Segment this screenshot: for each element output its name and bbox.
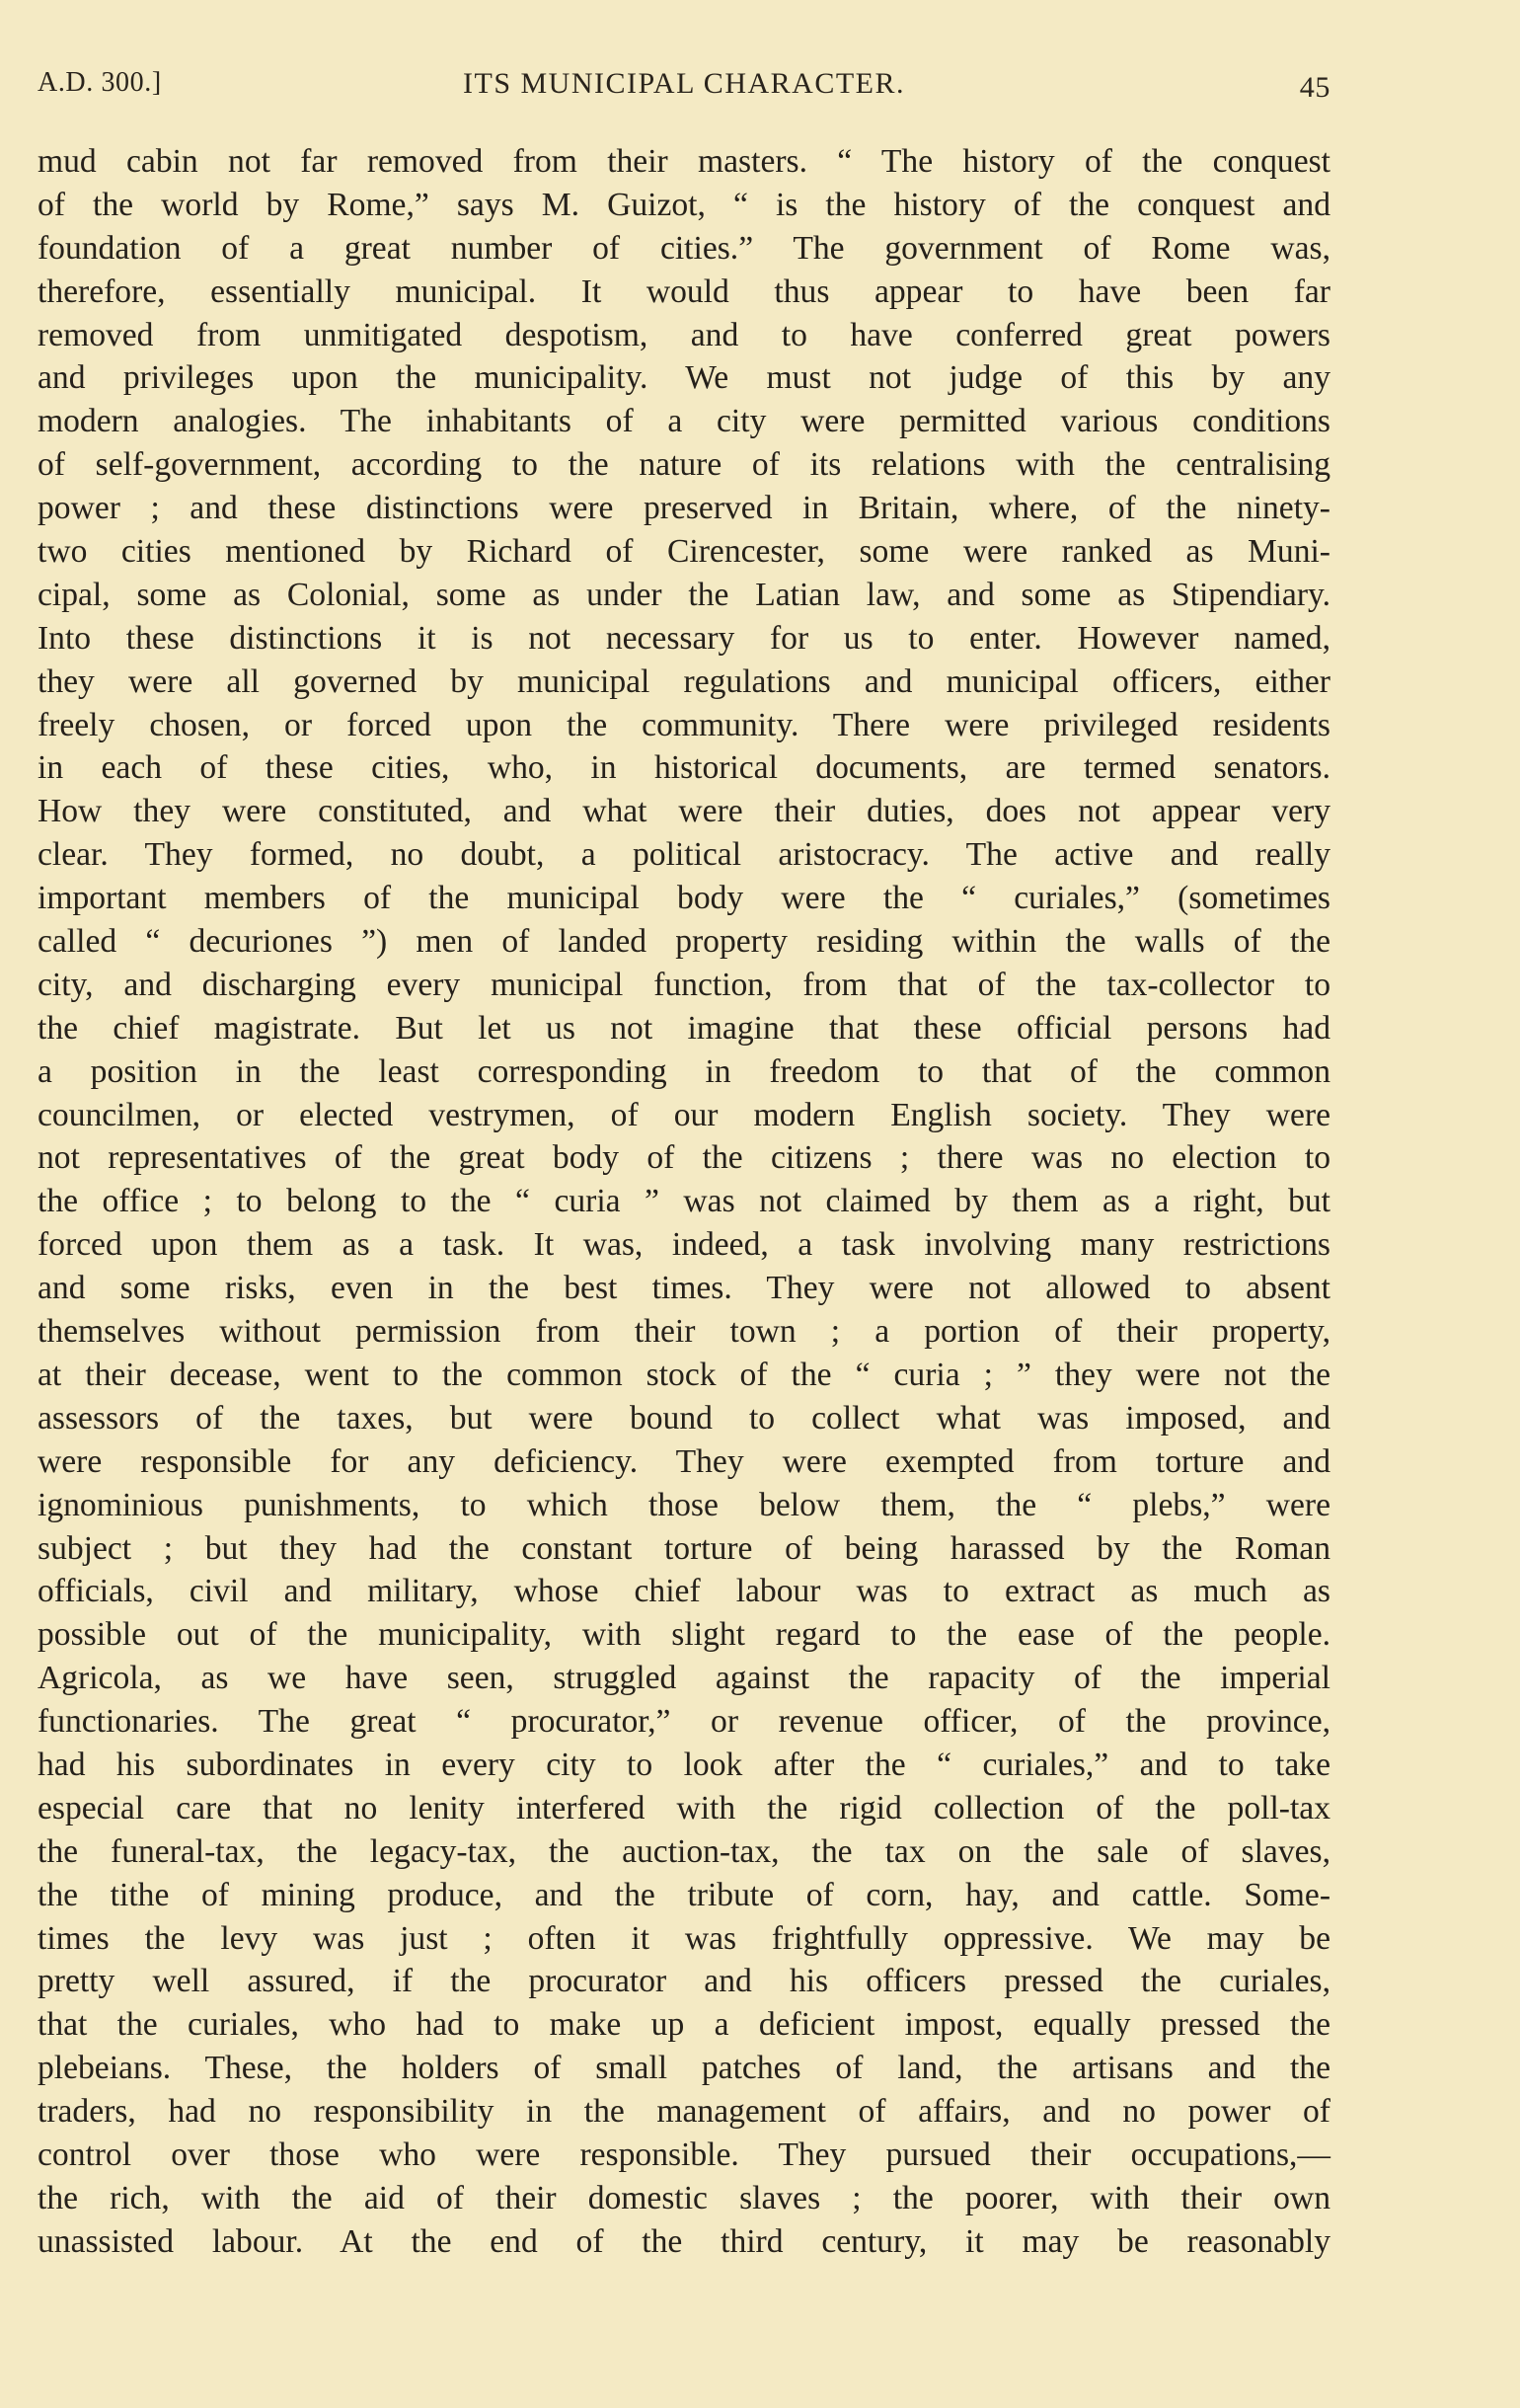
text-line: called “ decuriones ”) men of landed property residing within the walls of the [38, 923, 1330, 961]
text-line: unassisted labour. At the end of the third century, it may be reasonably [38, 2222, 1330, 2260]
text-line: of the world by Rome,” says M. Guizot, “ is the history of the conquest and [38, 186, 1330, 223]
text-line: subject ; but they had the constant torture of being harassed by the Roman [38, 1529, 1330, 1567]
text-line: possible out of the municipality, with slight regard to the ease of the people. [38, 1616, 1330, 1654]
text-line: Into these distinctions it is not necessary for us to enter. However named, [38, 619, 1330, 657]
text-line: city, and discharging every municipal function, from that of the tax-collector to [38, 966, 1330, 1003]
text-line: times the levy was just ; often it was frightfully oppressive. We may be [38, 1919, 1330, 1957]
page-number: 45 [1299, 71, 1330, 104]
header-title: ITS MUNICIPAL CHARACTER. [463, 67, 905, 100]
text-line: a position in the least corresponding in freedom to that of the common [38, 1052, 1330, 1090]
text-line: the funeral-tax, the legacy-tax, the auction-tax, the tax on the sale of slaves, [38, 1832, 1330, 1870]
text-line: themselves without permission from their town ; a portion of their property, [38, 1313, 1330, 1351]
text-line: modern analogies. The inhabitants of a city were permitted various conditions [38, 403, 1330, 440]
text-line: removed from unmitigated despotism, and to have conferred great powers [38, 316, 1330, 353]
body-text [38, 140, 1330, 2264]
text-line: How they were constituted, and what were their duties, does not appear very [38, 793, 1330, 830]
text-line: Agricola, as we have seen, struggled against the rapacity of the imperial [38, 1660, 1330, 1697]
text-line: plebeians. These, the holders of small patches of land, the artisans and the [38, 2050, 1330, 2087]
text-line: foundation of a great number of cities.” The government of Rome was, [38, 229, 1330, 267]
text-line: not representatives of the great body of the citizens ; there was no election to [38, 1139, 1330, 1177]
text-line: therefore, essentially municipal. It would thus appear to have been far [38, 272, 1330, 310]
text-line: pretty well assured, if the procurator and his officers pressed the curiales, [38, 1963, 1330, 2000]
text-line: at their decease, went to the common stock of the “ curia ; ” they were not the [38, 1356, 1330, 1393]
text-line: and some risks, even in the best times. They were not allowed to absent [38, 1270, 1330, 1307]
text-line: the rich, with the aid of their domestic slaves ; the poorer, with their own [38, 2179, 1330, 2216]
running-head [38, 67, 1330, 111]
text-line: important members of the municipal body were the “ curiales,” (sometimes [38, 880, 1330, 917]
text-line: especial care that no lenity interfered with the rigid collection of the poll-tax [38, 1789, 1330, 1826]
text-line: power ; and these distinctions were preserved in Britain, where, of the ninety- [38, 490, 1330, 527]
text-line: forced upon them as a task. It was, indeed, a task involving many restrictions [38, 1226, 1330, 1264]
text-line: had his subordinates in every city to look after the “ curiales,” and to take [38, 1746, 1330, 1783]
text-line: freely chosen, or forced upon the community. There were privileged residents [38, 706, 1330, 743]
text-line: traders, had no responsibility in the management of affairs, and no power of [38, 2093, 1330, 2131]
text-line: functionaries. The great “ procurator,” or revenue officer, of the province, [38, 1703, 1330, 1741]
text-line: cipal, some as Colonial, some as under the Latian law, and some as Stipendiary. [38, 576, 1330, 613]
text-line: mud cabin not far removed from their masters. “ The history of the conquest [38, 143, 1330, 180]
text-line: that the curiales, who had to make up a deficient impost, equally pressed the [38, 2006, 1330, 2044]
text-line: they were all governed by municipal regulations and municipal officers, either [38, 662, 1330, 700]
text-line: of self-government, according to the nature of its relations with the centralising [38, 446, 1330, 484]
header-date: A.D. 300.] [38, 67, 162, 98]
text-line: the office ; to belong to the “ curia ” was not claimed by them as a right, but [38, 1183, 1330, 1220]
text-line: councilmen, or elected vestrymen, of our modern English society. They were [38, 1096, 1330, 1133]
text-line: assessors of the taxes, but were bound to collect what was imposed, and [38, 1399, 1330, 1437]
text-line: clear. They formed, no doubt, a political aristocracy. The active and really [38, 836, 1330, 874]
text-line: ignominious punishments, to which those below them, the “ plebs,” were [38, 1486, 1330, 1523]
text-line: two cities mentioned by Richard of Cirencester, some were ranked as Muni- [38, 533, 1330, 571]
text-line: and privileges upon the municipality. We must not judge of this by any [38, 359, 1330, 397]
text-line: the chief magistrate. But let us not imagine that these official persons had [38, 1009, 1330, 1047]
text-line: were responsible for any deficiency. They were exempted from torture and [38, 1442, 1330, 1480]
text-line: control over those who were responsible. They pursued their occupations,— [38, 2136, 1330, 2173]
text-line: the tithe of mining produce, and the tribute of corn, hay, and cattle. Some- [38, 1876, 1330, 1913]
text-line: officials, civil and military, whose chief labour was to extract as much as [38, 1573, 1330, 1610]
text-line: in each of these cities, who, in historical documents, are termed senators. [38, 749, 1330, 787]
